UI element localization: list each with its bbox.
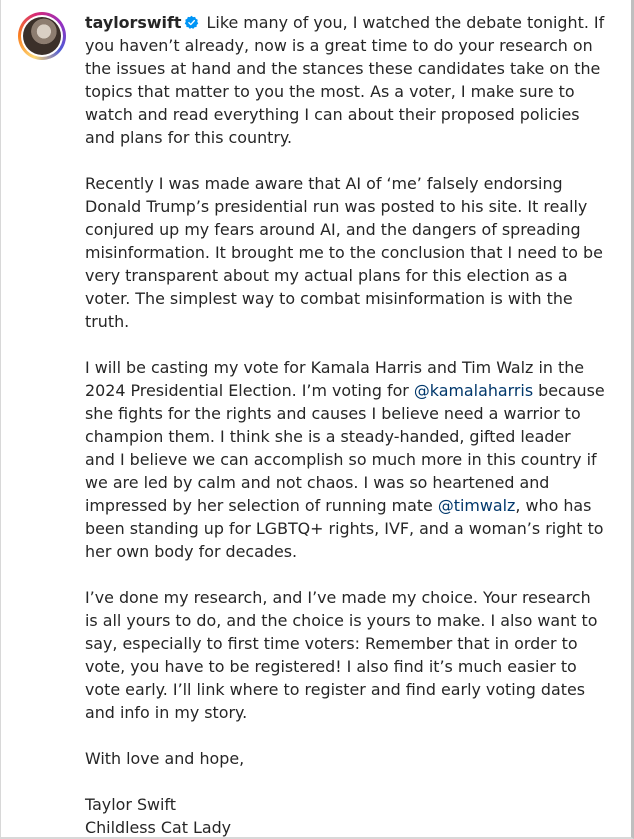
avatar[interactable] (18, 12, 66, 60)
mention-kamalaharris-link[interactable]: @kamalaharris (413, 381, 534, 400)
caption-paragraph-3 (85, 356, 605, 563)
caption-closing: With love and hope, (85, 749, 245, 768)
verified-badge-icon (184, 15, 199, 30)
caption-text-3c: , who has been standing up for LGBTQ+ rights, IVF, and a woman’s right to her own body for decades. (85, 496, 604, 561)
signature-title: Childless Cat Lady (85, 818, 232, 837)
caption-paragraph-1 (85, 11, 605, 149)
caption-paragraph-4: I’ve done my research, and I’ve made my choice. Your research is all yours to do, and the choice is yours to make. I also want to say, especially to first time voters: Remember that in order to vote, you have to be registered! I also find it’s much easier to vote early. I’ll link where to register and find early voting dates and info in my story. (85, 588, 598, 722)
caption-text-3b: because she fights for the rights and causes I believe need a warrior to champion them. I think she is a steady-handed, gifted leader and I believe we can accomplish so much more in this country if we are led by calm and not chaos. I was so heartened and impressed by her selection of running mate (85, 381, 605, 515)
avatar-border (21, 15, 63, 57)
post-caption (85, 11, 605, 839)
signature-name: Taylor Swift (85, 795, 176, 814)
caption-paragraph-2: Recently I was made aware that AI of ‘me’ falsely endorsing Donald Trump’s presidential run was posted to his site. It really conjured up my fears around AI, and the dangers of spreading misinformation. It brought me to the conclusion that I need to be very transparent about my actual plans for this election as a voter. The simplest way to combat misinformation is with the truth. (85, 174, 603, 331)
caption-text-3a: I will be casting my vote for Kamala Harris and Tim Walz in the 2024 Presidential Election. I’m voting for (85, 358, 585, 400)
mention-timwalz-link[interactable]: @timwalz (437, 496, 516, 515)
profile-photo (23, 17, 61, 55)
username-link[interactable]: taylorswift (85, 13, 182, 32)
caption-text-1: Like many of you, I watched the debate tonight. If you haven’t already, now is a great time to do your research on the issues at hand and the stances these candidates take on the topics that matter to you the most. As a voter, I make sure to watch and read everything I can about their proposed policies and plans for this country. (85, 13, 605, 147)
